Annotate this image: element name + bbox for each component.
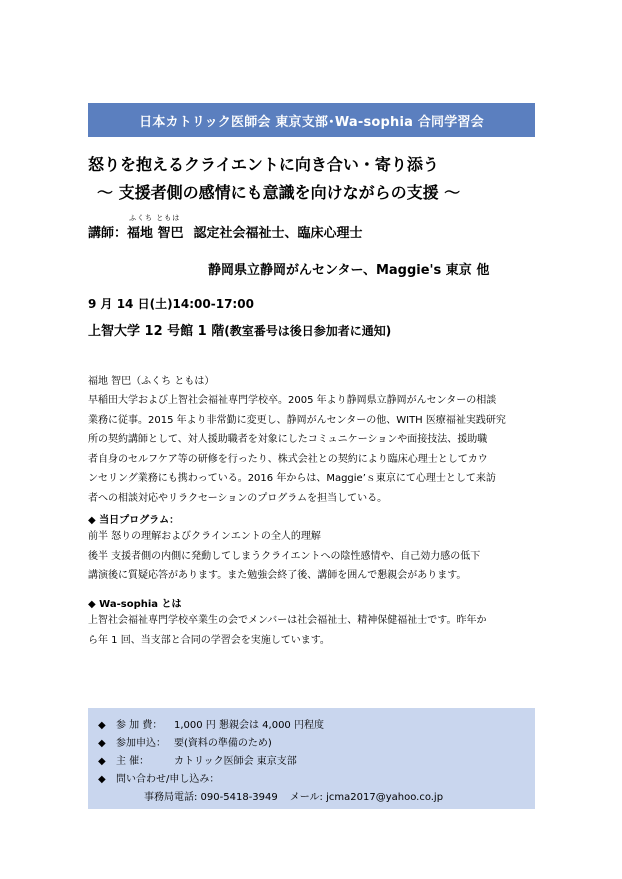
info-label: 問い合わせ/申し込み： bbox=[116, 774, 220, 785]
lecturer-ruby: ふくち ともは bbox=[129, 214, 181, 222]
event-venue: 上智大学 12 号館 1 階 bbox=[88, 324, 225, 339]
diamond-bullet-icon: ◆ bbox=[98, 738, 106, 749]
event-venue-line bbox=[88, 320, 391, 339]
event-header-banner: 日本カトリック医師会 東京支部･Wa-sophia 合同学習会 bbox=[88, 103, 535, 137]
diamond-bullet-icon: ◆ bbox=[98, 756, 106, 767]
bio-line: 業務に従事。2015 年より非常勤に変更し、静岡がんセンターの他、WITH 医療福祉実践研究 bbox=[88, 414, 506, 426]
program-list bbox=[88, 527, 480, 586]
info-box bbox=[88, 708, 535, 809]
lecturer-qualifications: 認定社会福祉士、臨床心理士 bbox=[193, 226, 363, 241]
bio-line: 所の契約講師として、対人援助職者を対象にしたコミュニケーションや面接技法、援助職 bbox=[88, 434, 488, 445]
info-label: 参 加 費： bbox=[116, 720, 163, 731]
wasophia-paragraph bbox=[88, 611, 487, 650]
info-label: 参加申込： bbox=[116, 738, 166, 749]
title-line-1: 怒りを抱えるクライエントに向き合い・寄り添う bbox=[88, 155, 439, 174]
program-line: 講演後に質疑応答があります。また勉強会終了後、講師を囲んで懇親会があります。 bbox=[88, 570, 467, 581]
program-line: 前半 怒りの理解およびクラインエントの全人的理解 bbox=[88, 531, 321, 542]
lecturer-name: 福地 智巴 bbox=[127, 226, 184, 241]
contact-email[interactable]: メール: jcma2017@yahoo.co.jp bbox=[289, 792, 444, 803]
bio-paragraph bbox=[88, 391, 506, 508]
lecturer-name-wrap bbox=[127, 214, 184, 241]
program-line: 後半 支援者側の内側に発動してしまうクライエントへの陰性感情や、自己効力感の低下 bbox=[88, 550, 481, 562]
diamond-bullet-icon: ◆ bbox=[98, 720, 106, 731]
bio-line: 早稲田大学および上智社会福祉専門学校卒。2005 年より静岡県立静岡がんセンターの相談 bbox=[88, 395, 497, 406]
wasophia-line: 上智社会福祉専門学校卒業生の会でメンバーは社会福祉士、精神保健福祉士です。昨年か bbox=[88, 615, 487, 626]
wasophia-line: ら年 1 回、当支部と合同の学習会を実施しています。 bbox=[88, 634, 330, 646]
bio-line: 者自身のセルフケア等の研修を行ったり、株式会社との契約により臨床心理士としてカウ bbox=[88, 453, 488, 465]
bio-line: ンセリング業務にも携わっている。2016 年からは、Maggie’ｓ東京にて心理士として来訪 bbox=[88, 473, 496, 484]
lecturer-label: 講師： bbox=[88, 226, 128, 241]
info-value: 1,000 円 懇親会は 4,000 円程度 bbox=[174, 720, 324, 731]
program-heading: ◆ 当日プログラム： bbox=[88, 515, 180, 526]
info-row-inquiry bbox=[98, 770, 219, 785]
wasophia-heading: ◆ Wa-sophia とは bbox=[88, 599, 182, 610]
lecturer-affiliation: 静岡県立静岡がんセンター、Maggie's 東京 他 bbox=[208, 263, 490, 278]
info-value: 要(資料の準備のため) bbox=[174, 738, 272, 749]
info-row-organizer bbox=[98, 752, 297, 767]
title-line-2: ～ 支援者側の感情にも意識を向けながらの支援 ～ bbox=[97, 183, 461, 202]
info-row-application bbox=[98, 734, 272, 749]
info-label: 主 催： bbox=[116, 756, 150, 767]
bio-line: 者への相談対応やリラクセーションのプログラムを担当している。 bbox=[88, 492, 388, 504]
info-row-fee bbox=[98, 716, 324, 731]
contact-line bbox=[144, 788, 443, 803]
info-value: カトリック医師会 東京支部 bbox=[174, 756, 297, 767]
bio-name: 福地 智巴（ふくち ともは） bbox=[88, 376, 215, 387]
contact-phone: 事務局電話: 090-5418-3949 bbox=[144, 792, 278, 803]
event-date: 9 月 14 日(土)14:00-17:00 bbox=[88, 297, 254, 311]
event-venue-note: (教室番号は後日参加者に通知) bbox=[224, 324, 392, 338]
diamond-bullet-icon: ◆ bbox=[98, 774, 106, 785]
lecturer-line bbox=[88, 214, 363, 241]
